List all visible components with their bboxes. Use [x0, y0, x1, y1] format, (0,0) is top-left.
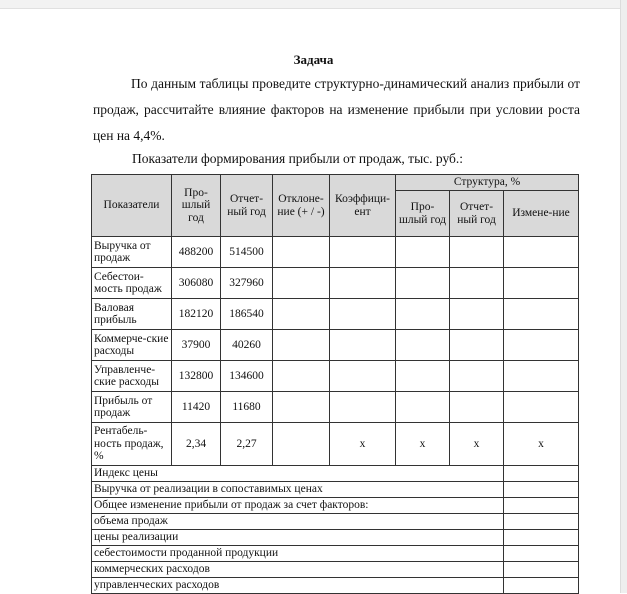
table-row — [92, 237, 579, 268]
cell-s-change — [504, 237, 579, 268]
cell-coef — [330, 361, 396, 392]
factor-row — [92, 466, 579, 482]
cell-s-change: х — [504, 423, 579, 466]
cell-s-prev — [396, 361, 450, 392]
cell-s-report — [450, 299, 504, 330]
factor-row — [92, 578, 579, 594]
cell-coef — [330, 237, 396, 268]
header-report-year: Отчет-ный год — [221, 175, 273, 237]
row-name: Рентабель-ность продаж, % — [92, 423, 172, 466]
cell-prev: 488200 — [172, 237, 221, 268]
cell-prev: 182120 — [172, 299, 221, 330]
window-right-edge — [620, 0, 627, 593]
cell-s-prev — [396, 330, 450, 361]
row-name: Выручка от продаж — [92, 237, 172, 268]
row-name: Себестои-мость продаж — [92, 268, 172, 299]
cell-s-prev — [396, 268, 450, 299]
row-name: Валовая прибыль — [92, 299, 172, 330]
cell-prev: 132800 — [172, 361, 221, 392]
factor-value — [504, 514, 579, 530]
header-indicators: Показатели — [92, 175, 172, 237]
factor-value — [504, 546, 579, 562]
cell-prev: 306080 — [172, 268, 221, 299]
cell-report: 11680 — [221, 392, 273, 423]
cell-prev: 11420 — [172, 392, 221, 423]
row-name: Управленче-ские расходы — [92, 361, 172, 392]
cell-report: 134600 — [221, 361, 273, 392]
cell-coef — [330, 268, 396, 299]
table-row — [92, 268, 579, 299]
cell-deviation — [273, 392, 330, 423]
cell-prev: 2,34 — [172, 423, 221, 466]
cell-deviation — [273, 299, 330, 330]
cell-s-prev — [396, 392, 450, 423]
cell-coef: х — [330, 423, 396, 466]
factor-label: цены реализации — [92, 530, 504, 546]
header-struct-change: Измене-ние — [504, 191, 579, 237]
factor-value — [504, 562, 579, 578]
factor-value — [504, 498, 579, 514]
cell-s-report — [450, 361, 504, 392]
profit-table — [91, 174, 579, 594]
header-deviation: Отклоне-ние (+ / -) — [273, 175, 330, 237]
factor-label: управленческих расходов — [92, 578, 504, 594]
row-name: Прибыль от продаж — [92, 392, 172, 423]
cell-s-change — [504, 268, 579, 299]
table-row — [92, 361, 579, 392]
factor-label: себестоимости проданной продукции — [92, 546, 504, 562]
factor-value — [504, 578, 579, 594]
factor-row — [92, 546, 579, 562]
factor-row — [92, 482, 579, 498]
cell-coef — [330, 299, 396, 330]
cell-prev: 37900 — [172, 330, 221, 361]
factor-label: Выручка от реализации в сопоставимых ценах — [92, 482, 504, 498]
header-struct-prev: Про-шлый год — [396, 191, 450, 237]
table-caption: Показатели формирования прибыли от продаж, тыс. руб.: — [132, 151, 464, 166]
cell-s-report — [450, 392, 504, 423]
cell-coef — [330, 330, 396, 361]
cell-report: 40260 — [221, 330, 273, 361]
factor-row — [92, 514, 579, 530]
cell-coef — [330, 392, 396, 423]
factor-row — [92, 498, 579, 514]
cell-deviation — [273, 330, 330, 361]
cell-s-report — [450, 237, 504, 268]
task-paragraph — [93, 71, 580, 149]
cell-report: 186540 — [221, 299, 273, 330]
cell-s-report — [450, 330, 504, 361]
cell-s-report — [450, 268, 504, 299]
factor-value — [504, 482, 579, 498]
cell-deviation — [273, 237, 330, 268]
task-paragraph-text: По данным таблицы проведите структурно-динамический анализ прибыли от продаж, рассчитайте влияние факторов на изменение прибыли при условии роста цен на 4,4%. — [93, 76, 580, 143]
factor-label: коммерческих расходов — [92, 562, 504, 578]
table-row — [92, 299, 579, 330]
cell-s-change — [504, 361, 579, 392]
document-title: Задача — [293, 52, 334, 67]
cell-s-change — [504, 330, 579, 361]
table-row — [92, 330, 579, 361]
cell-deviation — [273, 268, 330, 299]
header-structure: Структура, % — [396, 175, 579, 191]
factor-value — [504, 466, 579, 482]
factor-label: Индекс цены — [92, 466, 504, 482]
cell-report: 327960 — [221, 268, 273, 299]
table-row — [92, 423, 579, 466]
window-top-edge — [0, 0, 627, 9]
cell-s-report: х — [450, 423, 504, 466]
header-struct-report: Отчет-ный год — [450, 191, 504, 237]
factor-row — [92, 530, 579, 546]
table-row — [92, 392, 579, 423]
cell-s-change — [504, 392, 579, 423]
cell-report: 2,27 — [221, 423, 273, 466]
cell-s-prev — [396, 237, 450, 268]
cell-s-change — [504, 299, 579, 330]
cell-s-prev — [396, 299, 450, 330]
factor-row — [92, 562, 579, 578]
cell-deviation — [273, 361, 330, 392]
header-coefficient: Коэффици-ент — [330, 175, 396, 237]
factor-label: Общее изменение прибыли от продаж за счет факторов: — [92, 498, 504, 514]
factor-value — [504, 530, 579, 546]
cell-deviation — [273, 423, 330, 466]
cell-report: 514500 — [221, 237, 273, 268]
factor-label: объема продаж — [92, 514, 504, 530]
cell-s-prev: х — [396, 423, 450, 466]
header-prev-year: Про-шлый год — [172, 175, 221, 237]
row-name: Коммерче-ские расходы — [92, 330, 172, 361]
